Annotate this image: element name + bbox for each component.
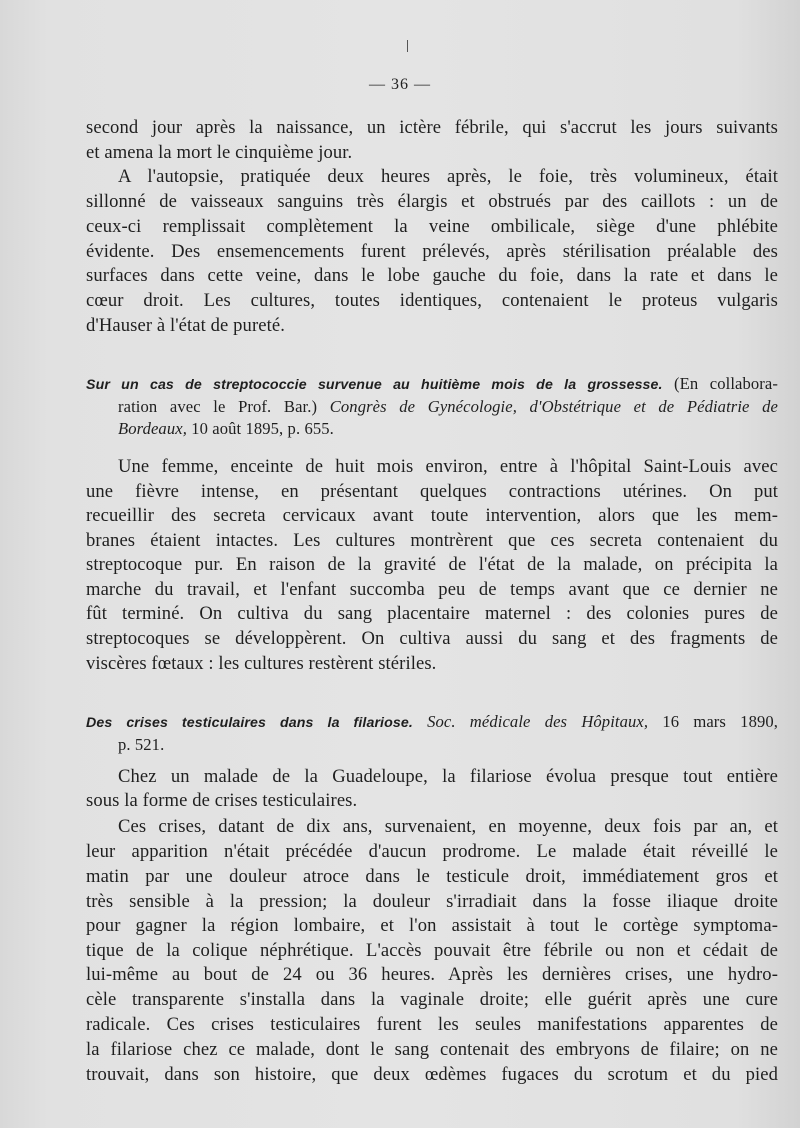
text-line: surfaces dans cette veine, dans le lobe gauche du foie, dans la rate et dans le	[86, 265, 778, 286]
text-line: fût terminé. On cultiva du sang placentaire maternel : des colonies pures de	[86, 603, 778, 624]
entry-journal: Soc. médicale des Hôpitaux,	[427, 712, 649, 731]
text-line: ceux-ci remplissait complètement la veine ombilicale, siège d'une phlébite	[86, 216, 778, 237]
scan-mark	[407, 40, 408, 52]
text-line: cœur droit. Les cultures, toutes identiques, contenaient le proteus vulgaris	[86, 290, 778, 311]
entry-title: Sur un cas de streptococcie survenue au huitième mois de la grossesse.	[86, 377, 663, 393]
entry-date: 16 mars 1890,	[662, 712, 779, 731]
entry-journal-city: Bordeaux,	[118, 419, 187, 438]
text-line: lui-même au bout de 24 ou 36 heures. Après les dernières crises, une hydro-	[86, 964, 778, 985]
text-line: pour gagner la région lombaire, et l'on assistait à tout le cortège symptoma-	[86, 915, 778, 936]
text-line: très sensible à la pression; la douleur s'irradiait dans la fosse iliaque droite	[86, 891, 778, 912]
entry-source-line	[118, 396, 778, 418]
page-number: — 36 —	[369, 76, 431, 93]
text-line: trouvait, dans son histoire, que deux œdèmes fugaces du scrotum et du pied	[86, 1064, 778, 1085]
entry-title-line	[86, 373, 778, 396]
text-line: second jour après la naissance, un ictère fébrile, qui s'accrut les jours suivants	[86, 117, 778, 138]
entry-collaboration-cont: ration avec le Prof. Bar.)	[118, 397, 318, 416]
entry-date-page: 10 août 1895, p. 655.	[191, 419, 334, 438]
entry-journal: Congrès de Gynécologie, d'Obstétrique et de Pédiatrie de	[329, 397, 778, 416]
entry-source-line	[118, 418, 778, 440]
entry-collaboration: (En collabora-	[674, 374, 779, 393]
text-line: sous la forme de crises testiculaires.	[86, 790, 358, 811]
text-line: marche du travail, et l'enfant succomba peu de temps avant que ce dernier ne	[86, 579, 778, 600]
text-line: évidente. Des ensemencements furent prélevés, après stérilisation préalable des	[86, 241, 778, 262]
text-line: Ces crises, datant de dix ans, survenaient, en moyenne, deux fois par an, et	[118, 816, 778, 837]
text-line: recueillir des secreta cervicaux avant toute intervention, alors que les mem-	[86, 505, 778, 526]
text-line: branes étaient intactes. Les cultures montrèrent que ces secreta contenaient du	[86, 530, 778, 551]
text-line: streptocoque pur. En raison de la gravité de l'état de la malade, on précipita la	[86, 554, 778, 575]
text-line: une fièvre intense, en présentant quelques contractions utérines. On put	[86, 481, 778, 502]
text-line: Une femme, enceinte de huit mois environ, entre à l'hôpital Saint-Louis avec	[118, 456, 778, 477]
text-line: leur apparition n'était précédée d'aucun prodrome. Le malade était réveillé le	[86, 841, 778, 862]
text-line: viscères fœtaux : les cultures restèrent stériles.	[86, 653, 437, 674]
text-line: la filariose chez ce malade, dont le sang contenait des embryons de filaire; on ne	[86, 1039, 778, 1060]
text-line: cèle transparente s'installa dans la vaginale droite; elle guérit après une cure	[86, 989, 778, 1010]
text-line: matin par une douleur atroce dans le testicule droit, immédiatement gros et	[86, 866, 778, 887]
entry-page: p. 521.	[118, 735, 165, 754]
text-line: et amena la mort le cinquième jour.	[86, 142, 353, 163]
text-line: sillonné de vaisseaux sanguins très élargis et obstrués par des caillots : un de	[86, 191, 778, 212]
text-line: tique de la colique néphrétique. L'accès pouvait être fébrile ou non et cédait de	[86, 940, 778, 961]
text-line: Chez un malade de la Guadeloupe, la filariose évolua presque tout entière	[118, 766, 778, 787]
text-line: streptocoques se développèrent. On cultiva aussi du sang et des fragments de	[86, 628, 778, 649]
entry-title: Des crises testiculaires dans la filariose.	[86, 715, 413, 731]
text-line: A l'autopsie, pratiquée deux heures après, le foie, très volumineux, était	[118, 166, 778, 187]
text-line: radicale. Ces crises testiculaires furent les seules manifestations apparentes de	[86, 1014, 778, 1035]
entry-title-line	[86, 711, 778, 734]
text-line: d'Hauser à l'état de pureté.	[86, 315, 285, 336]
